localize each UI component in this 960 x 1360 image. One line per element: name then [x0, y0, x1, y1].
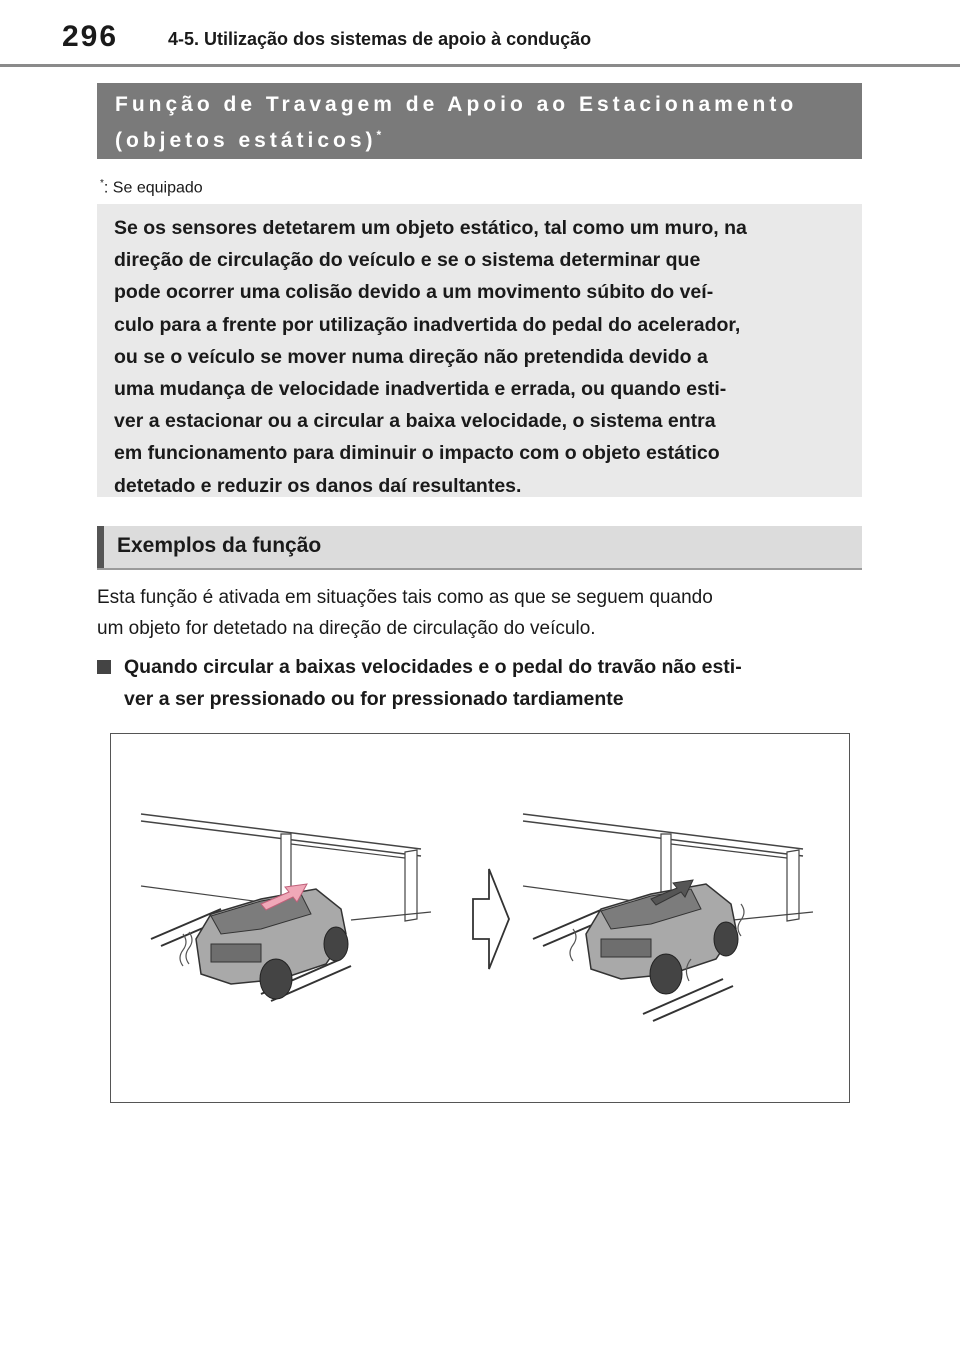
- title-line-2: (objetos estáticos): [115, 129, 377, 152]
- footnote-text: : Se equipado: [103, 179, 203, 197]
- running-title: 4-5. Utilização dos sistemas de apoio à condução: [168, 29, 592, 49]
- intro-text: [114, 212, 849, 502]
- intro-line: pode ocorrer uma colisão devido a um movimento súbito do veí-: [114, 281, 714, 304]
- title-line-1: Função de Travagem de Apoio ao Estacionamento: [115, 93, 798, 116]
- square-bullet-icon: [97, 660, 111, 674]
- bullet-text: [124, 651, 859, 715]
- page-title: [115, 89, 797, 156]
- body-line-2: um objeto for detetado na direção de circulação do veículo.: [97, 618, 596, 639]
- intro-line: culo para a frente por utilização inadvertida do pedal do acelerador,: [114, 313, 741, 336]
- title-marker: *: [376, 128, 382, 142]
- transition-arrow-icon: [473, 869, 509, 969]
- intro-line: ver a estacionar ou a circular a baixa velocidade, o sistema entra: [114, 410, 716, 433]
- page-number: 296: [62, 20, 119, 53]
- intro-line: uma mudança de velocidade inadvertida e errada, ou quando esti-: [114, 378, 727, 401]
- header-rule: [0, 64, 960, 67]
- intro-line: detetado e reduzir os danos daí resultantes.: [114, 474, 522, 497]
- intro-box: [97, 204, 862, 497]
- body-paragraph: [97, 582, 857, 644]
- bullet-line-2: ver a ser pressionado ou for pressionado tardiamente: [124, 688, 624, 710]
- section-heading: [97, 526, 862, 570]
- intro-line: direção de circulação do veículo e se o sistema determinar que: [114, 249, 701, 272]
- section-heading-bar: [97, 526, 104, 568]
- illustration-frame: [110, 733, 850, 1103]
- car-approaching-wall-icon: [141, 814, 431, 1001]
- intro-line: ou se o veículo se mover numa direção não pretendida devido a: [114, 345, 708, 368]
- bullet-line-1: Quando circular a baixas velocidades e o pedal do travão não esti-: [124, 656, 742, 678]
- title-box: [97, 83, 862, 159]
- section-heading-text: Exemplos da função: [117, 534, 322, 557]
- body-line-1: Esta função é ativada em situações tais como as que se seguem quando: [97, 587, 713, 608]
- intro-line: em funcionamento para diminuir o impacto com o objeto estático: [114, 442, 720, 465]
- footnote: [100, 178, 203, 197]
- intro-line: Se os sensores detetarem um objeto estático, tal como um muro, na: [114, 217, 747, 239]
- footnote-marker: *: [100, 178, 104, 189]
- illustration: [111, 734, 849, 1102]
- car-braked-at-wall-icon: [523, 814, 813, 1021]
